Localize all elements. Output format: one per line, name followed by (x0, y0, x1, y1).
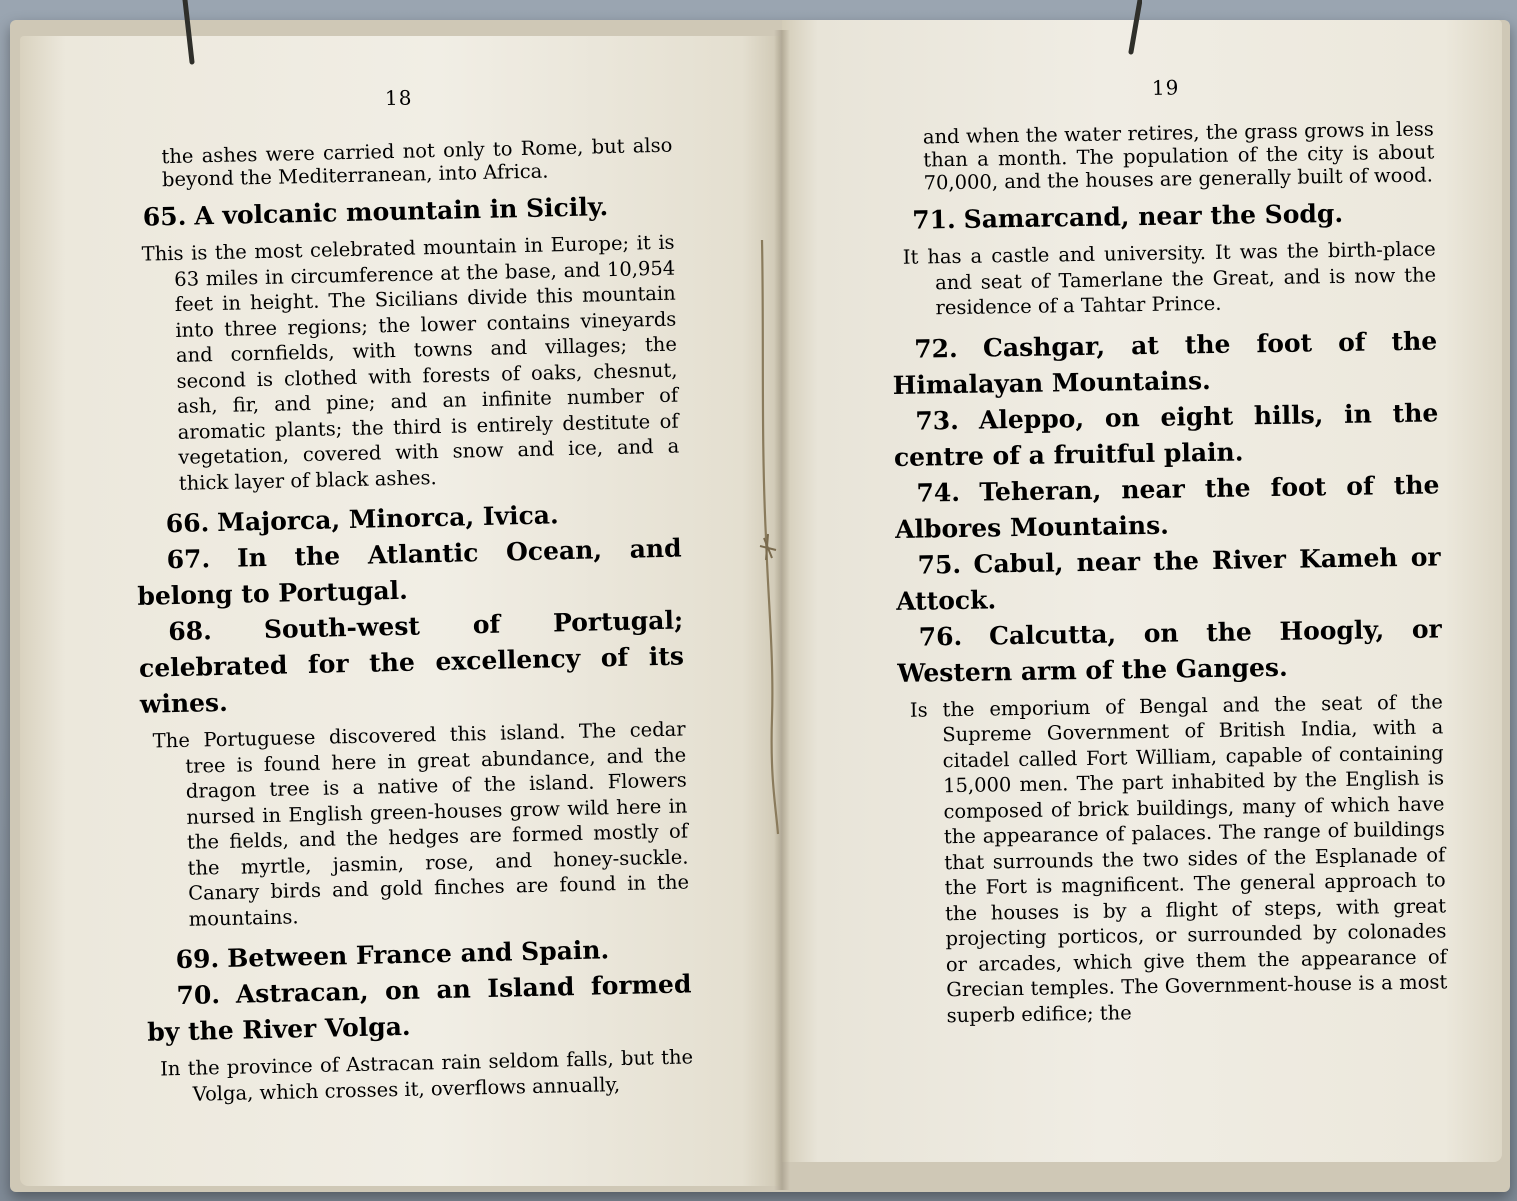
entry-number: 73. (915, 405, 960, 436)
entry-answer: Teheran, near the foot of the Albores Mountains. (894, 469, 1440, 544)
entry-answer: Majorca, Minorca, Ivica. (216, 500, 559, 538)
binding-clip-right (1128, 0, 1142, 72)
entry-68 (138, 603, 685, 723)
entry-answer: A volcanic mountain in Sicily. (193, 192, 609, 231)
binding-thread (758, 238, 780, 838)
entry-65 (128, 188, 674, 236)
entry-answer: Astracan, on an Island formed by the River Volga. (147, 969, 692, 1047)
entry-number: 74. (916, 477, 961, 508)
entry-answer: Cabul, near the River Kameh or Attock. (895, 541, 1441, 616)
entry-answer: In the Atlantic Ocean, and belong to Portugal. (137, 533, 682, 611)
entry-number: 67. (166, 544, 211, 575)
continuation-text: and when the water retires, the grass grows in less than a month. The population of the city is about 70,000, and the houses are generally built of wood. (922, 117, 1435, 195)
entry-number: 75. (917, 549, 962, 580)
entry-answer: Between France and Spain. (226, 935, 610, 973)
binding-clip-left (182, 0, 196, 72)
entry-answer: Samarcand, near the Sodg. (963, 198, 1344, 234)
entry-answer: Aleppo, on eight hills, in the centre of a fruitful plain. (893, 397, 1439, 472)
entry-answer: Calcutta, on the Hoogly, or Western arm of the Ganges. (897, 613, 1442, 688)
page-number: 19 (1151, 75, 1180, 100)
page-number: 18 (384, 85, 413, 111)
entry-note: In the province of Astracan rain seldom falls, but the Volga, which crosses it, overflows annually, (159, 1045, 694, 1106)
entry-answer: Cashgar, at the foot of the Himalayan Mountains. (892, 325, 1438, 400)
left-text-column (126, 80, 694, 1118)
entry-note: This is the most celebrated mountain in Europe; it is 63 miles in circumference at the base, and 10,954 feet in height. The Sicilians divide this mountain into three regions; the lower contains vineyards and cornfields, with towns and villages; the second is clothed with forests of oaks, chesnut, ash, fir, and pine; and an infinite number of aromatic plants; the third is entirely destitute of vegetation, covered with snow and ice, and a thick layer of black ashes. (141, 230, 680, 495)
entry-number: 70. (176, 980, 221, 1011)
entry-73 (893, 395, 1439, 476)
entry-number: 69. (175, 944, 220, 975)
continuation-text: the ashes were carried not only to Rome, but also beyond the Mediterranean, into Africa. (161, 133, 673, 192)
entry-76 (896, 611, 1442, 692)
entry-number: 71. (911, 204, 956, 235)
entry-75 (895, 539, 1441, 620)
entry-note: Is the emporium of Bengal and the seat of the Supreme Government of British India, with a citadel called Fort William, capable of containing 15,000 men. The part inhabited by the English is composed of brick buildings, many of which have the appearance of palaces. The range of buildings that surrounds the two sides of the Esplanade of the Fort is magnificent. The general approach to the houses is by a flight of steps, with great projecting porticos, or surrounded by colonades or arcades, which give them the appearance of Grecian temples. The Government-house is a most superb edifice; the (909, 689, 1448, 1027)
entry-67 (136, 531, 682, 615)
entry-note: It has a castle and university. It was the birth-place and seat of Tamerlane the Great, and is now the residence of a Tahtar Prince. (902, 237, 1437, 320)
entry-70 (146, 966, 692, 1050)
entry-number: 72. (913, 333, 958, 364)
entry-number: 76. (918, 621, 963, 652)
right-text-column (888, 71, 1448, 1038)
entry-number: 68. (167, 616, 213, 647)
entry-72 (892, 323, 1438, 404)
entry-74 (894, 467, 1440, 548)
entry-note: The Portuguese discovered this island. The cedar tree is found here in great abundance, and the dragon tree is a native of the island. Flowers nursed in English green-houses grow wild here in the fields, and the hedges are formed mostly of the myrtle, jasmin, rose, and honey-suckle. Canary birds and gold finches are found in the mountains. (152, 717, 690, 931)
entry-answer: South-west of Portugal; celebrated for the excellency of its wines. (138, 605, 685, 719)
entry-number: 65. (142, 201, 187, 232)
entry-number: 66. (165, 508, 210, 539)
entry-71 (890, 194, 1435, 239)
